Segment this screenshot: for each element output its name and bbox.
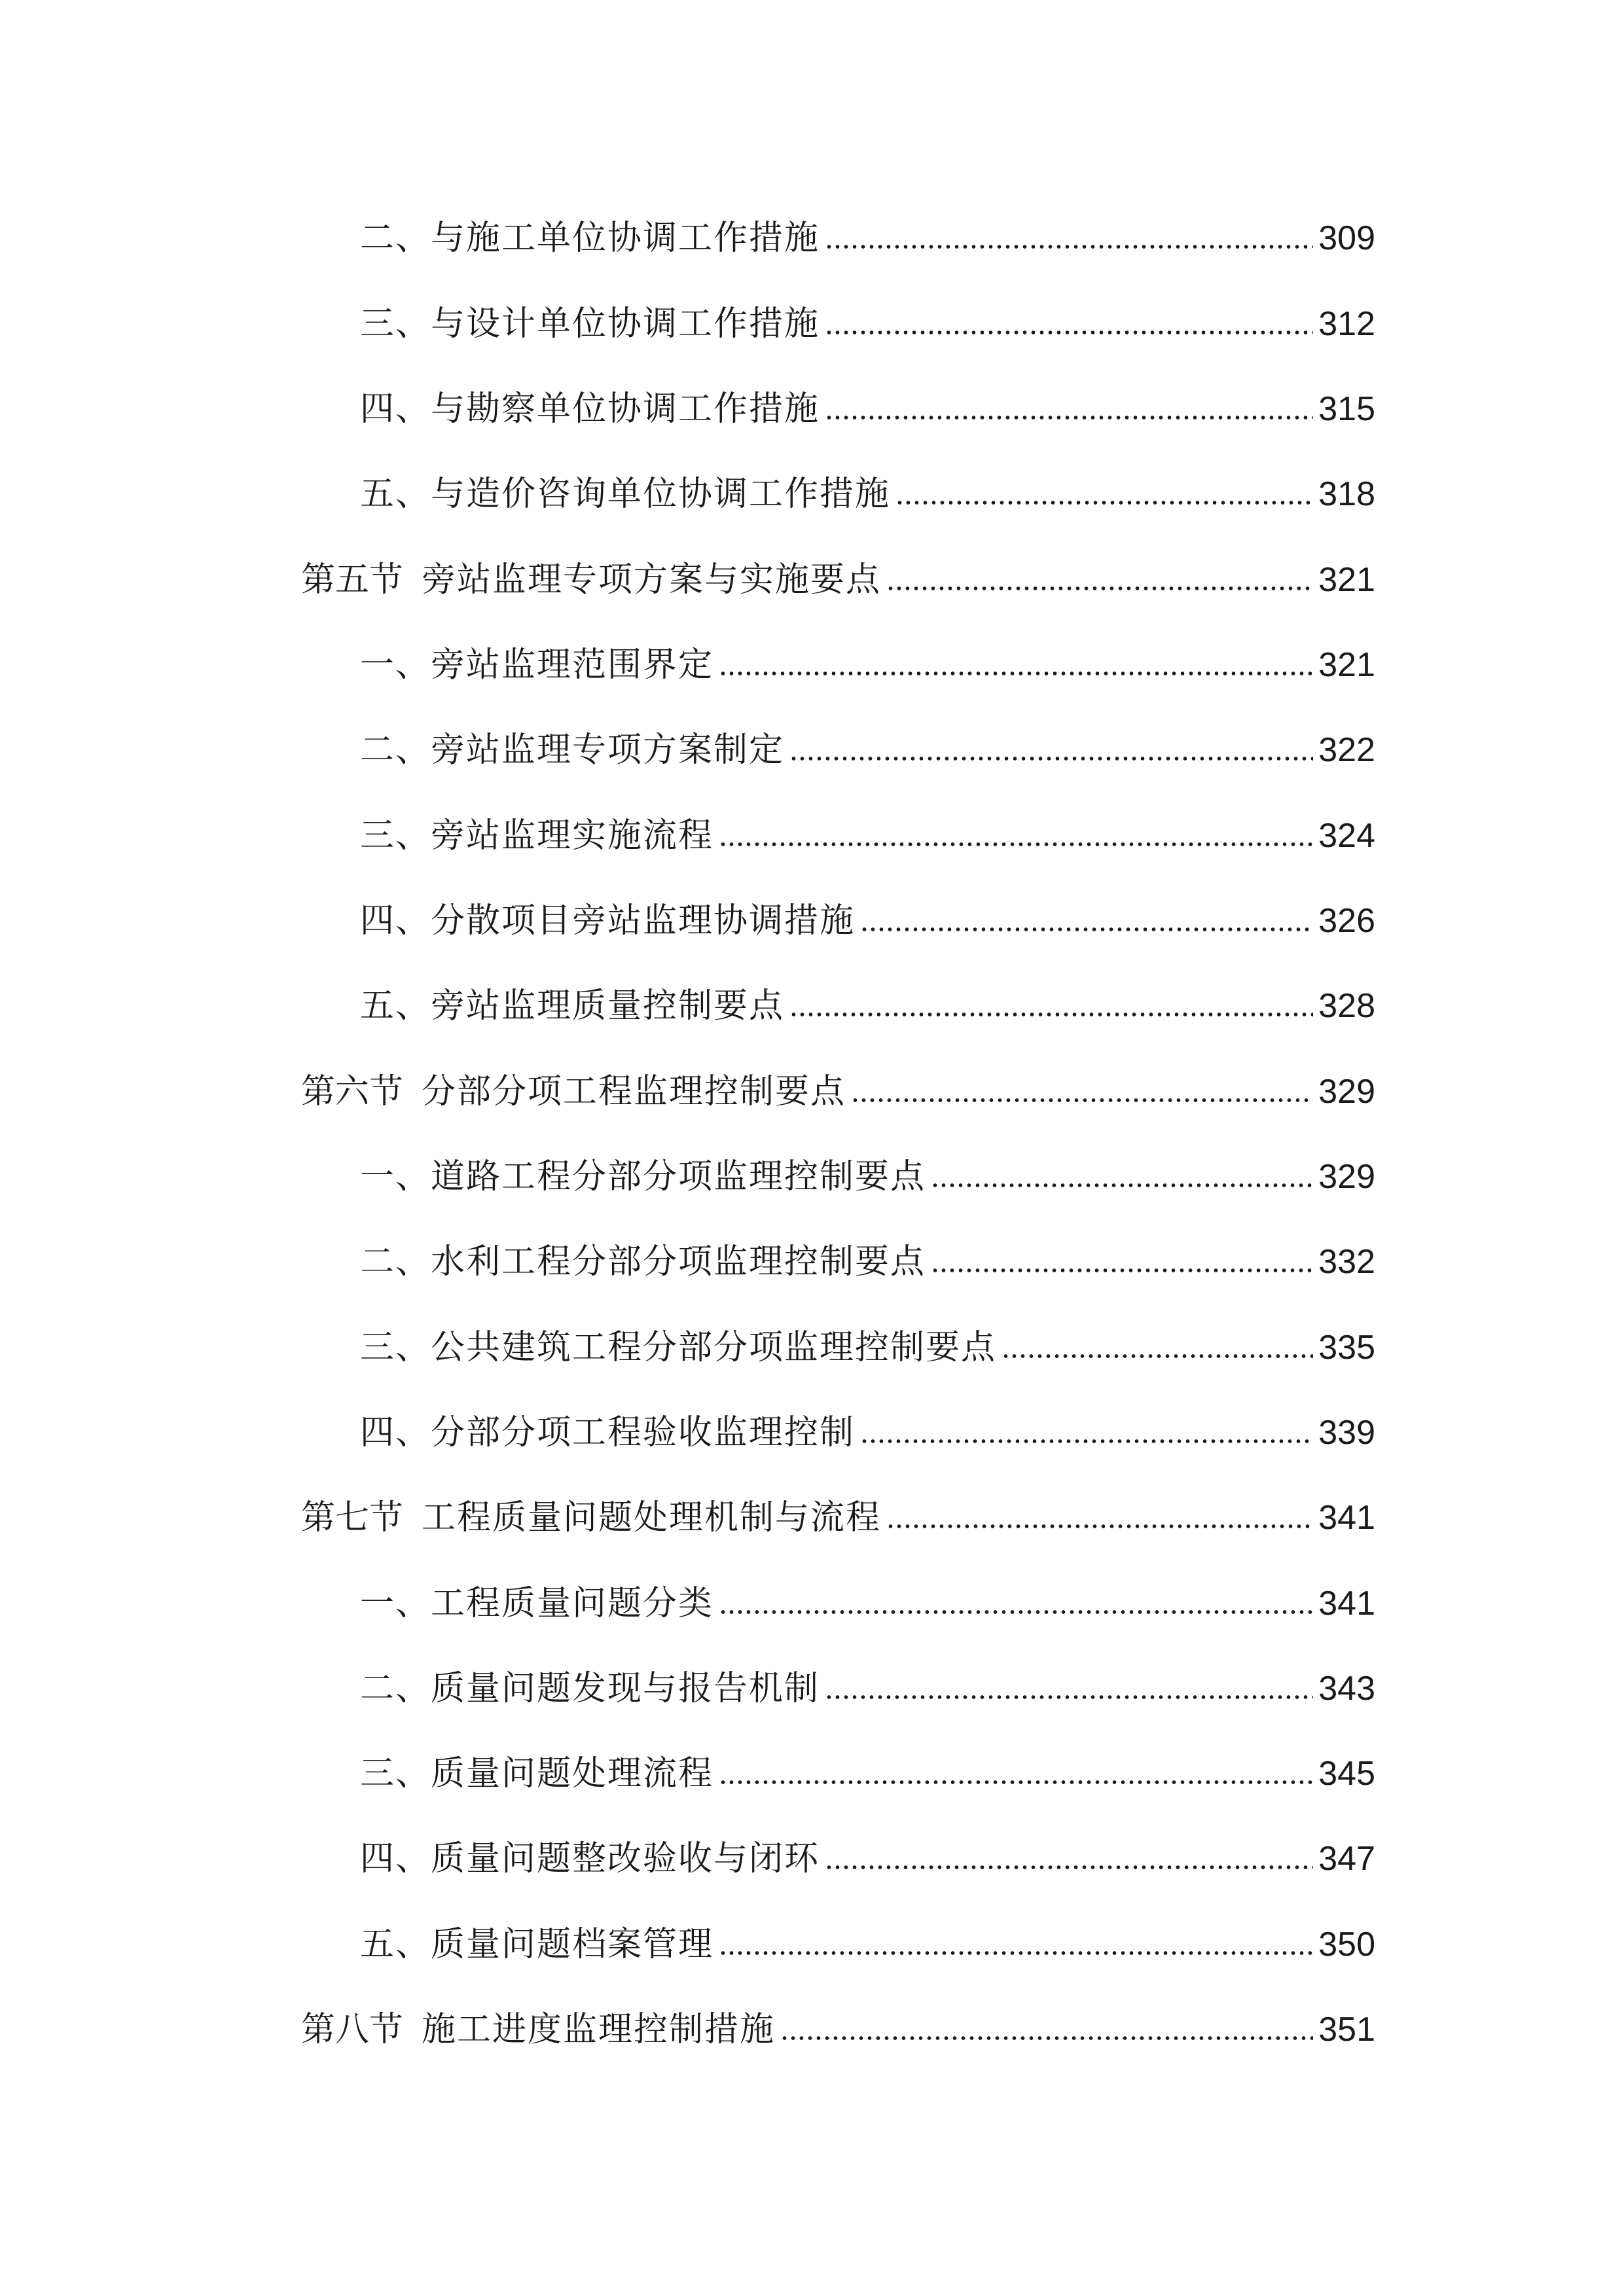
toc-page-number: 312 — [1318, 305, 1375, 343]
toc-entry-label: 工程质量问题处理机制与流程 — [422, 1498, 882, 1537]
dot-leader — [719, 669, 1313, 678]
dot-leader — [895, 498, 1313, 507]
toc-entry[interactable] — [360, 1662, 1375, 1715]
toc-page-number: 351 — [1318, 2011, 1375, 2049]
dot-leader — [931, 1266, 1313, 1275]
toc-entry[interactable] — [360, 724, 1375, 776]
toc-page-number: 324 — [1318, 817, 1375, 855]
toc-page-number: 309 — [1318, 219, 1375, 257]
toc-entry-label: 四、分散项目旁站监理协调措施 — [360, 901, 856, 941]
toc-section-prefix: 第七节 — [301, 1498, 404, 1537]
toc-page-number: 329 — [1318, 1073, 1375, 1111]
toc-entry-label: 三、旁站监理实施流程 — [360, 816, 714, 855]
dot-leader — [825, 242, 1313, 251]
toc-entry-label: 旁站监理专项方案与实施要点 — [422, 560, 882, 600]
toc-page-number: 322 — [1318, 731, 1375, 769]
toc-section-prefix: 第五节 — [301, 560, 404, 600]
toc-entry[interactable] — [360, 1918, 1375, 1971]
toc-entry-label: 施工进度监理控制措施 — [422, 2010, 776, 2049]
dot-leader — [780, 2034, 1313, 2043]
toc-page-number: 332 — [1318, 1243, 1375, 1281]
dot-leader — [931, 1181, 1313, 1190]
toc-entry[interactable] — [360, 1236, 1375, 1288]
toc-page-number: 343 — [1318, 1670, 1375, 1708]
toc-entry[interactable] — [360, 212, 1375, 264]
toc-entry[interactable] — [360, 895, 1375, 947]
toc-entry[interactable] — [360, 980, 1375, 1032]
dot-leader — [719, 1607, 1313, 1617]
toc-entry-label: 一、道路工程分部分项监理控制要点 — [360, 1157, 926, 1196]
toc-entry[interactable] — [360, 1407, 1375, 1459]
toc-entry-label: 五、质量问题档案管理 — [360, 1925, 714, 1964]
toc-entry-label: 三、质量问题处理流程 — [360, 1754, 714, 1793]
dot-leader — [886, 1522, 1313, 1531]
toc-section-entry[interactable] — [301, 1066, 1375, 1118]
toc-section-entry[interactable] — [301, 1492, 1375, 1544]
dot-leader — [860, 925, 1313, 934]
toc-section-entry[interactable] — [301, 554, 1375, 606]
toc-entry-label: 四、分部分项工程验收监理控制 — [360, 1413, 856, 1452]
toc-page-number: 335 — [1318, 1329, 1375, 1367]
dot-leader — [825, 413, 1313, 422]
toc-entry[interactable] — [360, 468, 1375, 520]
dot-leader — [886, 584, 1313, 593]
dot-leader — [1001, 1352, 1313, 1361]
toc-page-number: 341 — [1318, 1585, 1375, 1623]
dot-leader — [789, 754, 1313, 763]
toc-entry[interactable] — [360, 1151, 1375, 1203]
toc-entry[interactable] — [360, 1577, 1375, 1630]
toc-page-number: 326 — [1318, 902, 1375, 940]
toc-entry[interactable] — [360, 298, 1375, 350]
toc-entry[interactable] — [360, 810, 1375, 862]
toc-entry-label: 四、与勘察单位协调工作措施 — [360, 389, 820, 429]
toc-page-number: 347 — [1318, 1840, 1375, 1878]
toc-page-number: 318 — [1318, 475, 1375, 513]
toc-entry-label: 五、旁站监理质量控制要点 — [360, 986, 785, 1026]
toc-page-number: 339 — [1318, 1414, 1375, 1452]
toc-page-number: 329 — [1318, 1158, 1375, 1196]
toc-section-prefix: 第六节 — [301, 1072, 404, 1111]
toc-entry[interactable] — [360, 1321, 1375, 1374]
toc-page-number: 315 — [1318, 390, 1375, 428]
toc-entry-label: 二、与施工单位协调工作措施 — [360, 219, 820, 258]
toc-page-number: 321 — [1318, 646, 1375, 684]
dot-leader — [860, 1437, 1313, 1446]
dot-leader — [719, 1948, 1313, 1958]
toc-entry-label: 五、与造价咨询单位协调工作措施 — [360, 475, 891, 514]
toc-page-number: 328 — [1318, 987, 1375, 1025]
dot-leader — [851, 1096, 1313, 1105]
dot-leader — [825, 1693, 1313, 1702]
toc-entry-label: 二、水利工程分部分项监理控制要点 — [360, 1242, 926, 1282]
dot-leader — [825, 1863, 1313, 1872]
toc-entry-label: 二、质量问题发现与报告机制 — [360, 1669, 820, 1708]
toc-page-number: 345 — [1318, 1755, 1375, 1793]
toc-entry-label: 四、质量问题整改验收与闭环 — [360, 1839, 820, 1878]
toc-entry-label: 二、旁站监理专项方案制定 — [360, 730, 785, 770]
toc-entry[interactable] — [360, 1833, 1375, 1885]
toc-entry-label: 三、与设计单位协调工作措施 — [360, 304, 820, 344]
toc-entry[interactable] — [360, 1748, 1375, 1800]
dot-leader — [719, 1778, 1313, 1787]
toc-entry-label: 三、公共建筑工程分部分项监理控制要点 — [360, 1328, 997, 1367]
toc-page-number: 321 — [1318, 561, 1375, 599]
toc-page-number: 341 — [1318, 1499, 1375, 1537]
dot-leader — [825, 328, 1313, 337]
toc-section-entry[interactable] — [301, 2003, 1375, 2056]
dot-leader — [719, 840, 1313, 849]
toc-entry-label: 一、旁站监理范围界定 — [360, 645, 714, 685]
dot-leader — [789, 1010, 1313, 1019]
toc-entry-label: 分部分项工程监理控制要点 — [422, 1072, 846, 1111]
toc-page-number: 350 — [1318, 1926, 1375, 1964]
toc-entry-label: 一、工程质量问题分类 — [360, 1584, 714, 1623]
toc-entry[interactable] — [360, 383, 1375, 435]
toc-entry[interactable] — [360, 639, 1375, 691]
toc-section-prefix: 第八节 — [301, 2010, 404, 2049]
